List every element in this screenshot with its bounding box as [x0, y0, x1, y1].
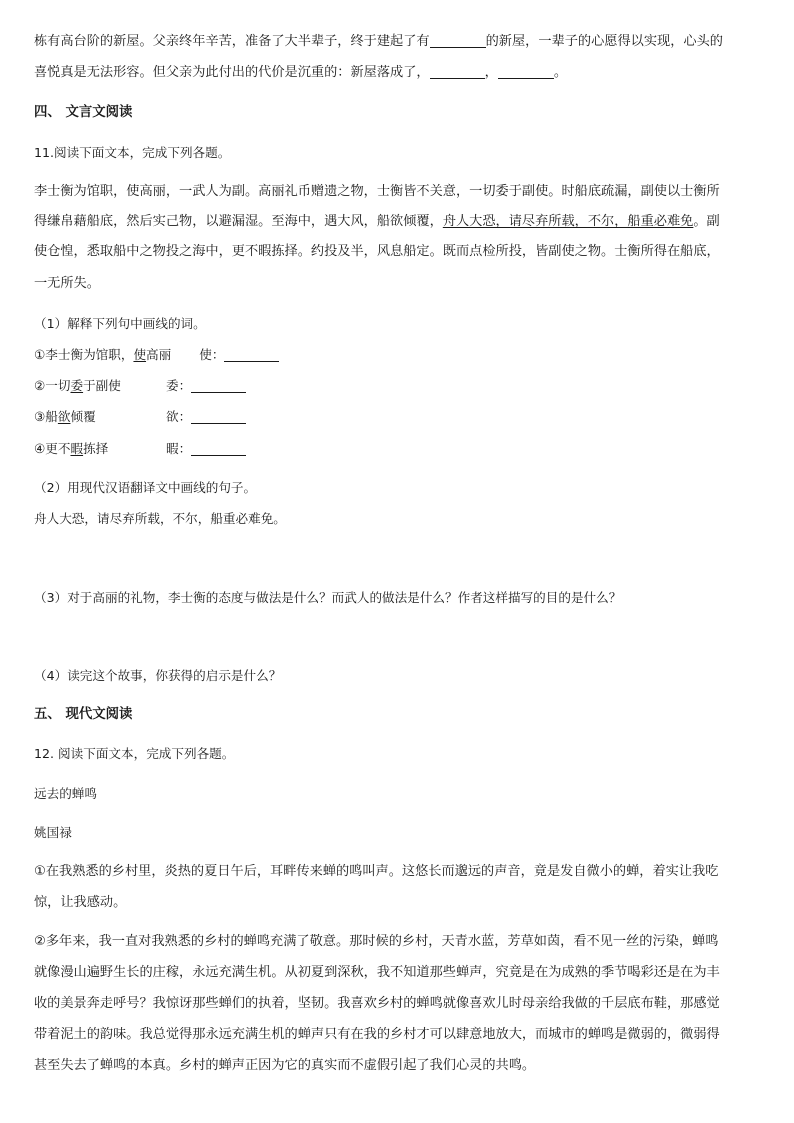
question-intro: 12. 阅读下面文本，完成下列各题。: [34, 746, 235, 761]
paragraph-line: 收的美景奔走呼号？我惊讶那些蝉们的执着，坚韧。我喜欢乡村的蝉鸣就像喜欢儿时母亲给我做的千层底布鞋，那感觉: [34, 996, 720, 1011]
section-heading: 四、 文言文阅读: [34, 105, 133, 120]
text-segment: 的新屋，一辈子的心愿得以实现，心头的: [485, 34, 723, 49]
answer-blank[interactable]: [430, 33, 486, 48]
answer-blank[interactable]: [430, 64, 485, 79]
underlined-sentence: 舟人大恐，请尽弃所载，不尔，船重必难免: [442, 214, 694, 229]
text-line: [34, 33, 764, 51]
underlined-word: 暇: [70, 441, 84, 456]
text-segment: ④更不: [34, 441, 71, 456]
text-segment: ③船: [34, 409, 58, 424]
paragraph-line: ①在我熟悉的乡村里，炎热的夏日午后，耳畔传来蝉的鸣叫声。这悠长而邈远的声音，竟是发自微小的蝉，着实让我吃: [34, 864, 719, 879]
underlined-word: 委: [70, 378, 84, 393]
article-title: 远去的蝉鸣: [34, 786, 97, 801]
sub-question: （4）读完这个故事，你获得的启示是什么？: [34, 668, 282, 683]
answer-blank[interactable]: [498, 64, 554, 79]
sub-question: （3）对于高丽的礼物，李士衡的态度与做法是什么？而武人的做法是什么？作者这样描写的目的是什么？: [34, 590, 622, 605]
passage-line: 李士衡为馆职，使高丽，一武人为副。高丽礼币赠遗之物，士衡皆不关意，一切委于副使。时船底疏漏，副使以士衡所: [34, 184, 720, 199]
text-segment: 拣择: [83, 441, 109, 456]
text-segment: 于副使: [83, 378, 121, 393]
underlined-word: 欲: [57, 409, 71, 424]
paragraph-line: 带着泥土的韵味。我总觉得那永远充满生机的蝉声只有在我的乡村才可以肆意地放大，而城市的蝉鸣是微弱的，微弱得: [34, 1027, 720, 1042]
underlined-word: 使: [133, 347, 147, 362]
answer-blank[interactable]: [191, 409, 246, 424]
answer-blank[interactable]: [191, 378, 246, 393]
word-item: [34, 408, 764, 426]
answer-blank[interactable]: [191, 441, 246, 456]
text-segment: ②一切: [34, 378, 71, 393]
text-segment: ①李士衡为馆职，: [34, 347, 134, 362]
text-segment: 。副: [693, 214, 720, 229]
sub-question: （1）解释下列句中画线的词。: [34, 316, 206, 331]
translate-sentence: 舟人大恐，请尽弃所载，不尔，船重必难免。: [34, 511, 286, 526]
passage-line: 使仓惶，悉取船中之物投之海中，更不暇拣择。约投及半，风息船定。既而点检所投，皆副使之物。士衡所得在船底，: [34, 244, 720, 259]
paragraph-line: 惊，让我感动。: [34, 895, 127, 910]
word-item: [34, 346, 764, 364]
text-segment: 。: [553, 65, 567, 80]
text-segment: 倾覆: [70, 409, 96, 424]
paragraph-line: ②多年来，我一直对我熟悉的乡村的蝉鸣充满了敬意。那时候的乡村，天青水蓝，芳草如茵，看不见一丝的污染，蝉鸣: [34, 934, 719, 949]
word-label: 暇：: [166, 441, 192, 456]
text-segment: 喜悦真是无法形容。但父亲为此付出的代价是沉重的：新屋落成了，: [34, 65, 430, 80]
word-item: [34, 377, 764, 395]
passage-line: 一无所失。: [34, 276, 100, 291]
paragraph-line: 甚至失去了蝉鸣的本真。乡村的蝉声正因为它的真实而不虚假引起了我们心灵的共鸣。: [34, 1058, 536, 1073]
answer-blank[interactable]: [224, 347, 279, 362]
word-item: [34, 440, 764, 458]
text-segment: 高丽: [146, 347, 172, 362]
sub-question: （2）用现代汉语翻译文中画线的句子。: [34, 480, 257, 495]
paragraph-line: 就像漫山遍野生长的庄稼，永远充满生机。从初夏到深秋，我不知道那些蝉声，究竟是在为成熟的季节喝彩还是在为丰: [34, 965, 720, 980]
article-author: 姚国禄: [34, 825, 72, 840]
question-intro: 11.阅读下面文本，完成下列各题。: [34, 145, 231, 160]
text-line: [34, 64, 764, 82]
word-label: 欲：: [166, 409, 192, 424]
word-label: 使：: [199, 347, 225, 362]
section-heading: 五、 现代文阅读: [34, 707, 133, 722]
text-segment: 栋有高台阶的新屋。父亲终年辛苦，准备了大半辈子，终于建起了有: [34, 34, 430, 49]
text-segment: ，: [484, 65, 498, 80]
passage-line: [34, 213, 764, 231]
text-segment: 得缣帛藉船底，然后实己物，以避漏湿。至海中，遇大风，船欲倾覆，: [34, 214, 443, 229]
word-label: 委：: [166, 378, 192, 393]
